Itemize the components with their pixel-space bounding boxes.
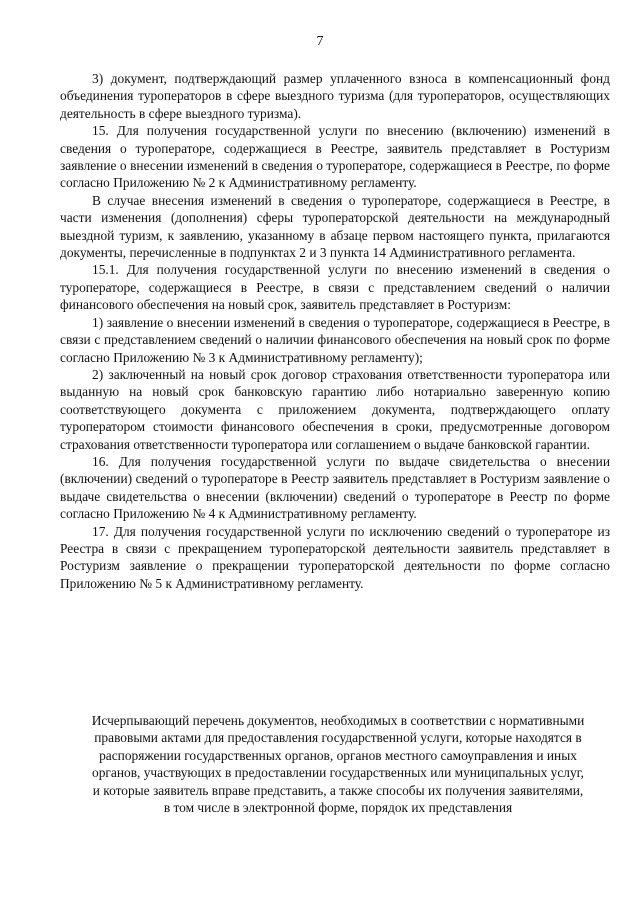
- paragraph-15-1: 15.1. Для получения государственной услуги по внесению изменений в сведения о туроператоре, содержащиеся в Реестре, в связи с представлением сведений о наличии финансового обеспечения на новый срок, заявитель представляет в Ростуризм:: [60, 262, 610, 313]
- paragraph-15-1-item-1: 1) заявление о внесении изменений в сведения о туроператоре, содержащиеся в Реестре, в связи с представлением сведений о наличии финансового обеспечения на новый срок по форме согласно Приложению № 3 к Административному регламенту);: [60, 314, 610, 365]
- paragraph-15-1-item-2: 2) заключенный на новый срок договор страхования ответственности туроператора или выданную на новый срок банковскую гарантию либо нотариально заверенную копию соответствующего документа с приложением документа, подтверждающего оплату туроператором стоимости финансового обеспечения в сроки, предусмотренные договором страхования ответственности туроператора или соглашением о выдаче банковской гарантии.: [60, 366, 610, 452]
- page-number: 7: [316, 34, 324, 49]
- paragraph-15: 15. Для получения государственной услуги по внесению (включению) изменений в сведения о туроператоре, содержащиеся в Реестре, заявитель представляет в Ростуризм заявление о внесении изменений в сведения о туроператоре, содержащиеся в Реестре, по форме согласно Приложению № 2 к Административному регламенту.: [60, 123, 610, 191]
- section-heading: Исчерпывающий перечень документов, необходимых в соответствии с нормативными правовыми актами для предоставления государственной услуги, которые находятся в распоряжении государственных органов, органов местного самоуправления и иных органов, участвующих в предоставлении государственных или муниципальных услуг, и которые заявитель вправе представить, а также способы их получения заявителями, в том числе в электронной форме, порядок их представления: [91, 713, 585, 816]
- document-body: [60, 70, 610, 592]
- paragraph-17: 17. Для получения государственной услуги по исключению сведений о туроператоре из Реестра в связи с прекращением туроператорской деятельности заявитель представляет в Ростуризм заявление о прекращении туроператорской деятельности по форме согласно Приложению № 5 к Административному регламенту.: [60, 523, 610, 591]
- paragraph-15-case: В случае внесения изменений в сведения о туроператоре, содержащиеся в Реестре, в части изменения (дополнения) сферы туроператорской деятельности на международный выездной туризм, к заявлению, указанному в абзаце первом настоящего пункта, прилагаются документы, перечисленные в подпунктах 2 и 3 пункта 14 Административного регламента.: [60, 192, 610, 261]
- paragraph-14-item-3: 3) документ, подтверждающий размер уплаченного взноса в компенсационный фонд объединения туроператоров в сфере выездного туризма (для туроператоров, осуществляющих деятельность в сфере выездного туризма).: [60, 71, 610, 121]
- paragraph-16: 16. Для получения государственной услуги по выдаче свидетельства о внесении (включении) сведений о туроператоре в Реестр заявитель представляет в Ростуризм заявление о выдаче свидетельства о внесении (включении) сведений о туроператоре в Реестр по форме согласно Приложению № 4 к Административному регламенту.: [60, 453, 610, 522]
